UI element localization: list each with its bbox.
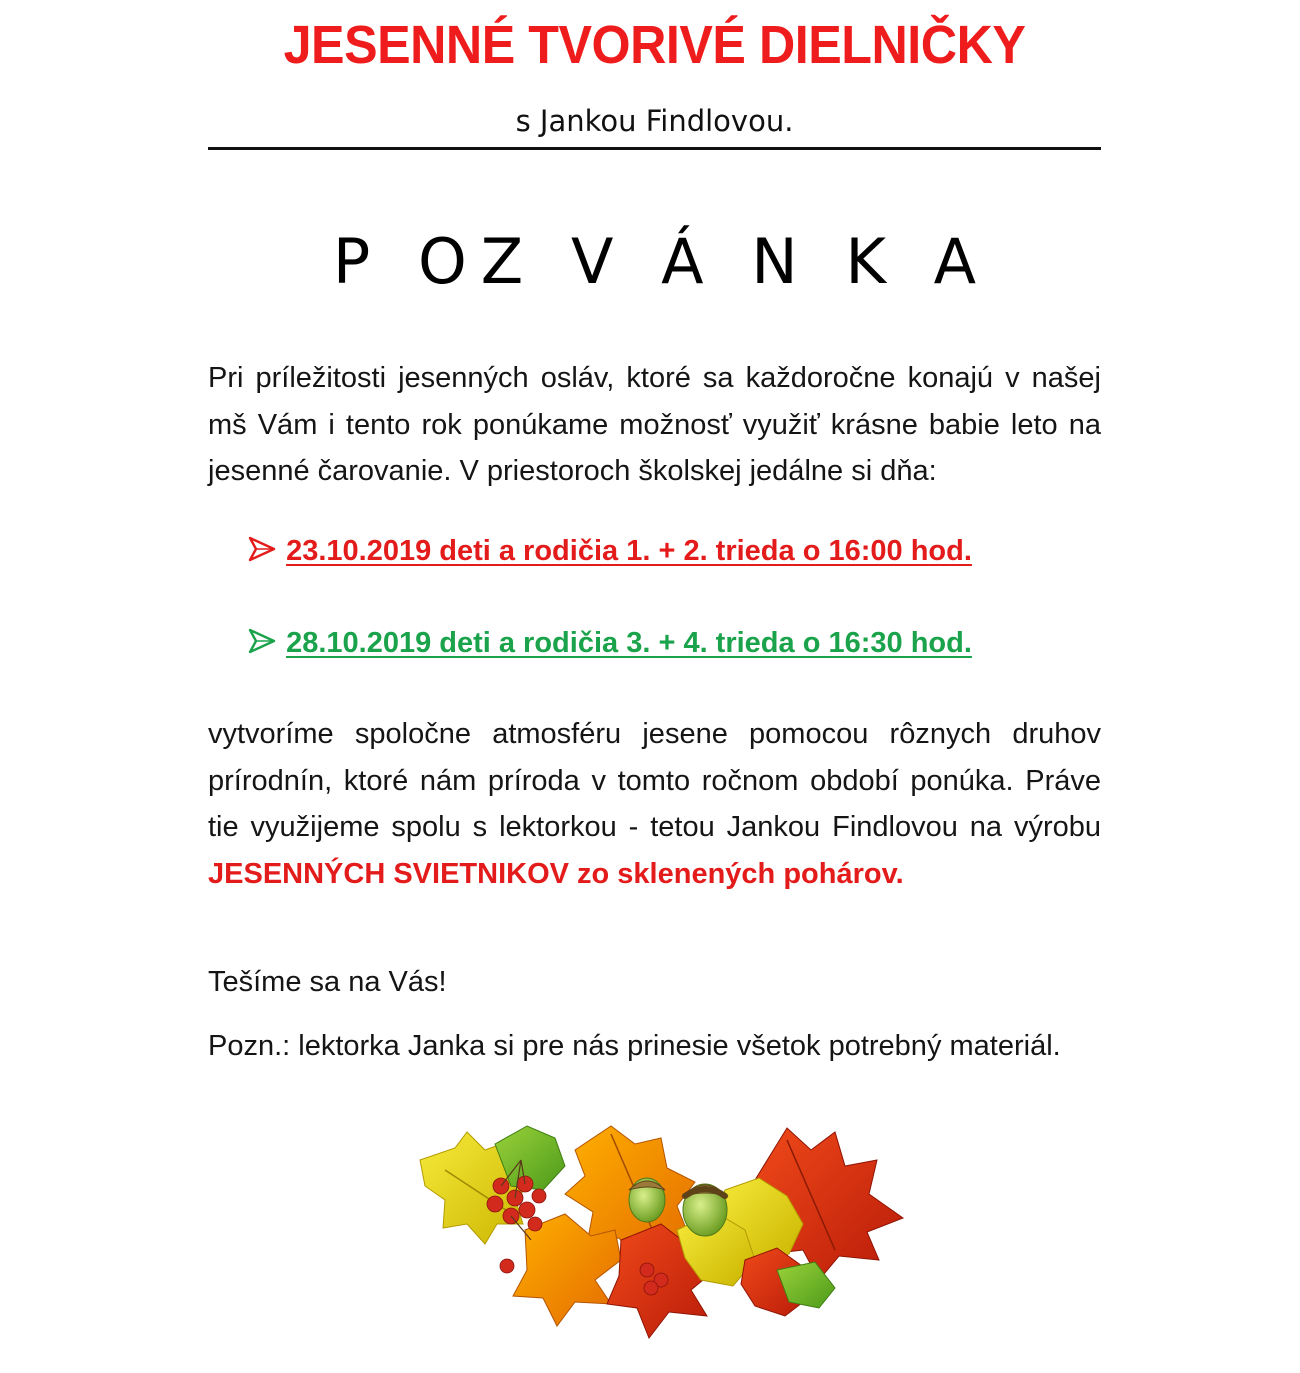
arrow-bullet-icon [244, 626, 278, 656]
main-title: JESENNÉ TVORIVÉ DIELNIČKY [283, 15, 1026, 75]
event-text: 28.10.2019 deti a rodičia 3. + 4. trieda o 16:30 hod. [286, 627, 972, 659]
note-paragraph: Pozn.: lektorka Janka si pre nás prinesie všetok potrebný materiál. [208, 1030, 1061, 1062]
event-text: 23.10.2019 deti a rodičia 1. + 2. trieda o 16:00 hod. [286, 535, 972, 567]
subtitle: s Jankou Findlovou. [515, 104, 794, 138]
event-item-2 [244, 620, 1104, 666]
arrow-bullet-icon [244, 534, 278, 564]
description-text: vytvoríme spoločne atmosféru jesene pomocou rôznych druhov prírodnín, ktoré nám príroda v tomto ročnom období ponúka. Práve tie využijeme spolu s lektorkou - tetou Jankou Findlovou na výrobu [208, 718, 1101, 843]
description-highlight: JESENNÝCH SVIETNIKOV zo sklenených pohárov. [208, 857, 904, 890]
description-paragraph [208, 711, 1101, 897]
invitation-heading: P OZ V Á N K A [332, 225, 991, 298]
closing-line: Tešíme sa na Vás! [208, 966, 447, 998]
autumn-leaves-icon [415, 1120, 910, 1345]
title-divider [208, 147, 1101, 150]
intro-paragraph: Pri príležitosti jesenných osláv, ktoré sa každoročne konajú v našej mš Vám i tento rok ponúkame možnosť využiť krásne babie leto na jesenné čarovanie. V priestoroch školskej jedálne si dňa: [208, 362, 1101, 487]
event-item-1 [244, 528, 1104, 574]
